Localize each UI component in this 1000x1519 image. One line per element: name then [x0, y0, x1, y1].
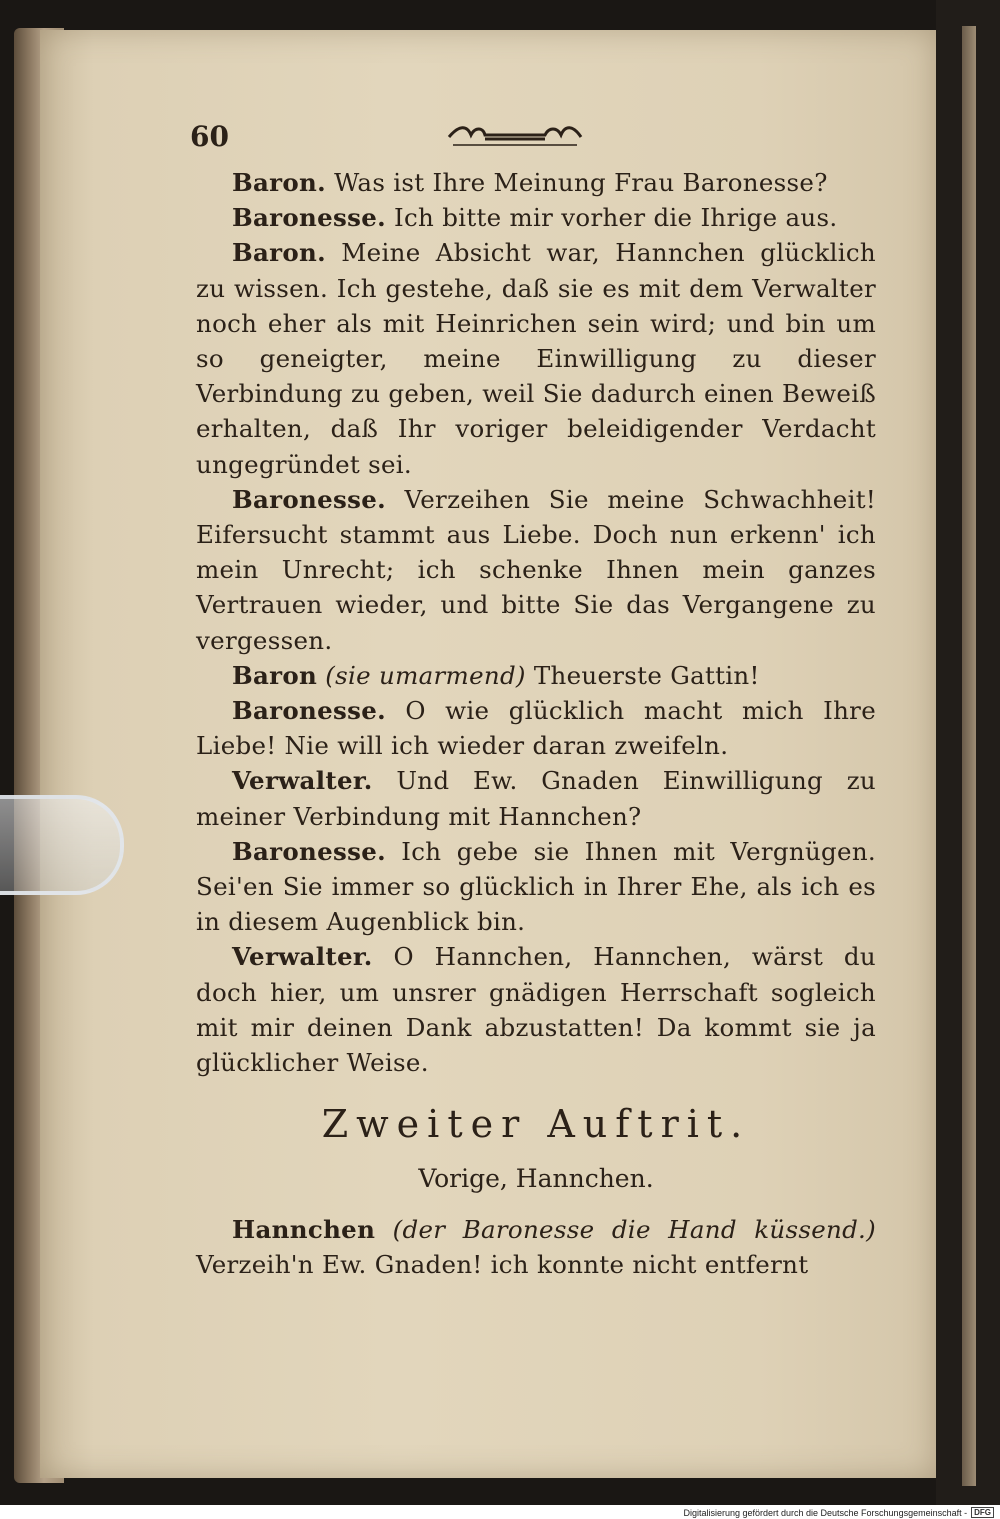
speaker-name: Baronesse. [232, 484, 386, 514]
dialogue-paragraph [196, 165, 876, 200]
dialogue-text: Verzeih'n Ew. Gnaden! ich konnte nicht entfernt [196, 1250, 809, 1280]
speaker-name: Verwalter. [232, 942, 373, 972]
page-edge-right [962, 26, 976, 1486]
dialogue-text: Ich gebe sie Ihnen mit Vergnügen. Sei'en Sie immer so glücklich in Ihrer Ehe, als ich es in diesem Augenblick bin. [196, 836, 876, 937]
dialogue-text: O Hannchen, Hannchen, wärst du doch hier, um unsrer gnädigen Herrschaft sogleich mit mir deinen Dank abzustatten! Da kommt sie ja glücklicher Weise. [196, 942, 876, 1078]
dialogue-paragraph [196, 235, 876, 481]
page-text-block [190, 115, 877, 1283]
dialogue-paragraph [196, 763, 876, 833]
page-clip [0, 795, 124, 895]
dialogue-text: Meine Absicht war, Hannchen glücklich zu wissen. Ich gestehe, daß sie es mit dem Verwalter noch eher als mit Heinrichen sein wird; und bin um so geneigter, meine Einwilligung zu dieser Verbindung zu geben, weil Sie dadurch einen Beweiß erhalten, daß Ihr voriger beleidigender Verdacht ungegründet sei. [196, 238, 876, 479]
dialogue-text: O wie glücklich macht mich Ihre Liebe! Nie will ich wieder daran zweifeln. [196, 696, 876, 761]
speaker-name: Verwalter. [232, 766, 373, 796]
stage-direction: (sie umarmend) [325, 660, 526, 690]
digitization-credit [683, 1507, 994, 1518]
dfg-logo: DFG [971, 1507, 994, 1518]
dialogue-text: Was ist Ihre Meinung Frau Baronesse? [334, 168, 828, 197]
book-binding-right [936, 0, 1000, 1505]
dialogue-paragraph [196, 200, 876, 235]
speaker-name: Baronesse. [232, 696, 386, 726]
scene-title: Zweiter Auftrit. [321, 1102, 751, 1147]
scene-persons: Vorige, Hannchen. [418, 1164, 654, 1194]
credit-text: Digitalisierung gefördert durch die Deutsche Forschungsgemeinschaft - [683, 1507, 968, 1518]
stage-direction: (der Baronesse die Hand küssend.) [392, 1215, 877, 1245]
dialogue-text: Ich bitte mir vorher die Ihrige aus. [394, 203, 838, 233]
page-number: 60 [190, 120, 229, 154]
speaker-name: Baron [232, 660, 318, 690]
dialogue-paragraph [196, 482, 876, 658]
dialogue-text: Theuerste Gattin! [533, 660, 760, 690]
speaker-name: Hannchen [232, 1215, 376, 1245]
dialogue-paragraph [196, 939, 876, 1080]
dialogue-paragraph [196, 658, 876, 693]
dialogue-paragraph [196, 693, 876, 763]
speaker-name: Baronesse. [232, 203, 386, 233]
dialogue-text: Und Ew. Gnaden Einwilligung zu meiner Verbindung mit Hannchen? [196, 766, 877, 831]
page-header [190, 115, 876, 159]
dialogue-paragraph [196, 834, 876, 940]
dialogue-text: Verzeihen Sie meine Schwachheit! Eifersucht stammt aus Liebe. Doch nun erkenn' ich mein Unrecht; ich schenke Ihnen mein ganzes Vertrauen wieder, und bitte Sie das Vergangene zu vergessen. [196, 484, 876, 655]
dialogue-paragraph [196, 1212, 876, 1282]
speaker-name: Baron. [232, 238, 326, 268]
headpiece-ornament-icon [445, 123, 585, 151]
speaker-name: Baron. [232, 168, 326, 197]
speaker-name: Baronesse. [232, 836, 386, 866]
